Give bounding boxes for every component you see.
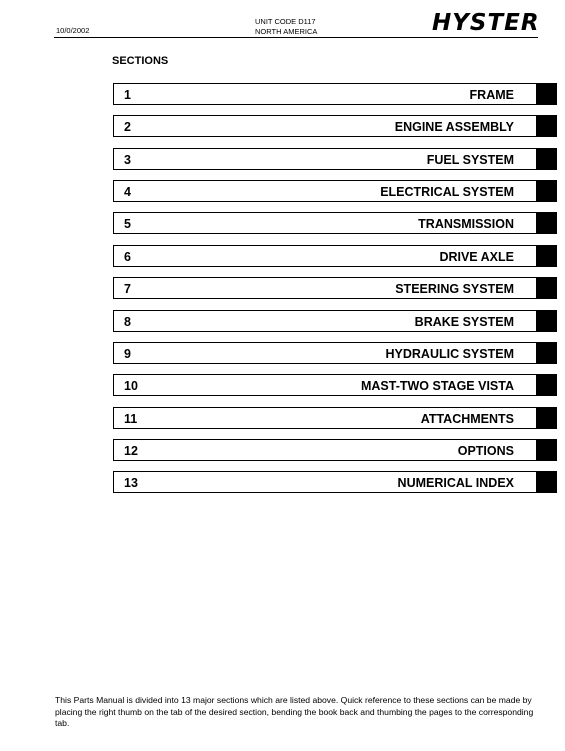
section-number: 13 xyxy=(124,476,138,491)
section-number: 8 xyxy=(124,314,131,329)
section-box xyxy=(113,83,537,105)
section-number: 5 xyxy=(124,217,131,232)
section-label: FUEL SYSTEM xyxy=(426,152,514,167)
section-row[interactable] xyxy=(113,310,557,332)
section-thumb-tab[interactable] xyxy=(536,374,557,396)
section-label: FRAME xyxy=(469,88,514,102)
section-number: 3 xyxy=(124,152,131,167)
section-label: HYDRAULIC SYSTEM xyxy=(385,346,514,361)
section-thumb-tab[interactable] xyxy=(536,180,557,202)
section-thumb-tab[interactable] xyxy=(536,471,557,493)
header-date: 10/0/2002 xyxy=(56,26,90,35)
section-thumb-tab[interactable] xyxy=(536,439,557,461)
section-row[interactable] xyxy=(113,148,557,170)
section-box xyxy=(113,212,537,234)
section-box xyxy=(113,245,537,267)
section-box xyxy=(113,115,537,137)
section-box xyxy=(113,439,537,461)
section-box xyxy=(113,407,537,429)
section-label: ENGINE ASSEMBLY xyxy=(394,120,514,135)
section-label: BRAKE SYSTEM xyxy=(414,314,514,329)
section-thumb-tab[interactable] xyxy=(536,148,557,170)
section-number: 9 xyxy=(124,346,131,361)
section-thumb-tab[interactable] xyxy=(536,277,557,299)
section-label: ELECTRICAL SYSTEM xyxy=(380,185,514,200)
section-row[interactable] xyxy=(113,407,557,429)
section-row[interactable] xyxy=(113,277,557,299)
section-row[interactable] xyxy=(113,115,557,137)
section-number: 4 xyxy=(124,185,131,200)
section-number: 12 xyxy=(124,443,138,458)
section-box xyxy=(113,148,537,170)
section-number: 10 xyxy=(124,379,138,394)
section-box xyxy=(113,471,537,493)
section-number: 1 xyxy=(124,88,131,102)
section-thumb-tab[interactable] xyxy=(536,245,557,267)
sections-title: SECTIONS xyxy=(112,55,169,67)
section-number: 11 xyxy=(124,411,138,426)
hyster-logo: HYSTER xyxy=(432,10,540,36)
section-label: STEERING SYSTEM xyxy=(395,282,514,297)
section-box xyxy=(113,342,537,364)
section-number: 2 xyxy=(124,120,131,135)
section-box xyxy=(113,310,537,332)
section-number: 6 xyxy=(124,249,131,264)
section-label: ATTACHMENTS xyxy=(420,411,514,426)
section-label: TRANSMISSION xyxy=(418,217,514,232)
footer-note: This Parts Manual is divided into 13 major sections which are listed above. Quick reference to these sections can be made by placing the right thumb on the tab of the desired section, bending the book back and thumbing the pages to the corresponding tab. xyxy=(55,695,534,728)
section-row[interactable] xyxy=(113,83,557,105)
section-number: 7 xyxy=(124,282,131,297)
section-thumb-tab[interactable] xyxy=(536,407,557,429)
section-box xyxy=(113,374,537,396)
section-thumb-tab[interactable] xyxy=(536,212,557,234)
section-label: NUMERICAL INDEX xyxy=(397,476,514,491)
unit-code: UNIT CODE D117 xyxy=(255,17,316,26)
section-row[interactable] xyxy=(113,212,557,234)
section-row[interactable] xyxy=(113,180,557,202)
section-label: DRIVE AXLE xyxy=(439,249,514,264)
section-row[interactable] xyxy=(113,471,557,493)
section-row[interactable] xyxy=(113,342,557,364)
section-row[interactable] xyxy=(113,245,557,267)
section-row[interactable] xyxy=(113,374,557,396)
section-thumb-tab[interactable] xyxy=(536,310,557,332)
region: NORTH AMERICA xyxy=(255,26,318,36)
section-box xyxy=(113,277,537,299)
section-label: OPTIONS xyxy=(457,443,514,458)
section-thumb-tab[interactable] xyxy=(536,83,557,105)
section-box xyxy=(113,180,537,202)
section-row[interactable] xyxy=(113,439,557,461)
section-thumb-tab[interactable] xyxy=(536,342,557,364)
section-label: MAST-TWO STAGE VISTA xyxy=(360,379,514,394)
section-thumb-tab[interactable] xyxy=(536,115,557,137)
